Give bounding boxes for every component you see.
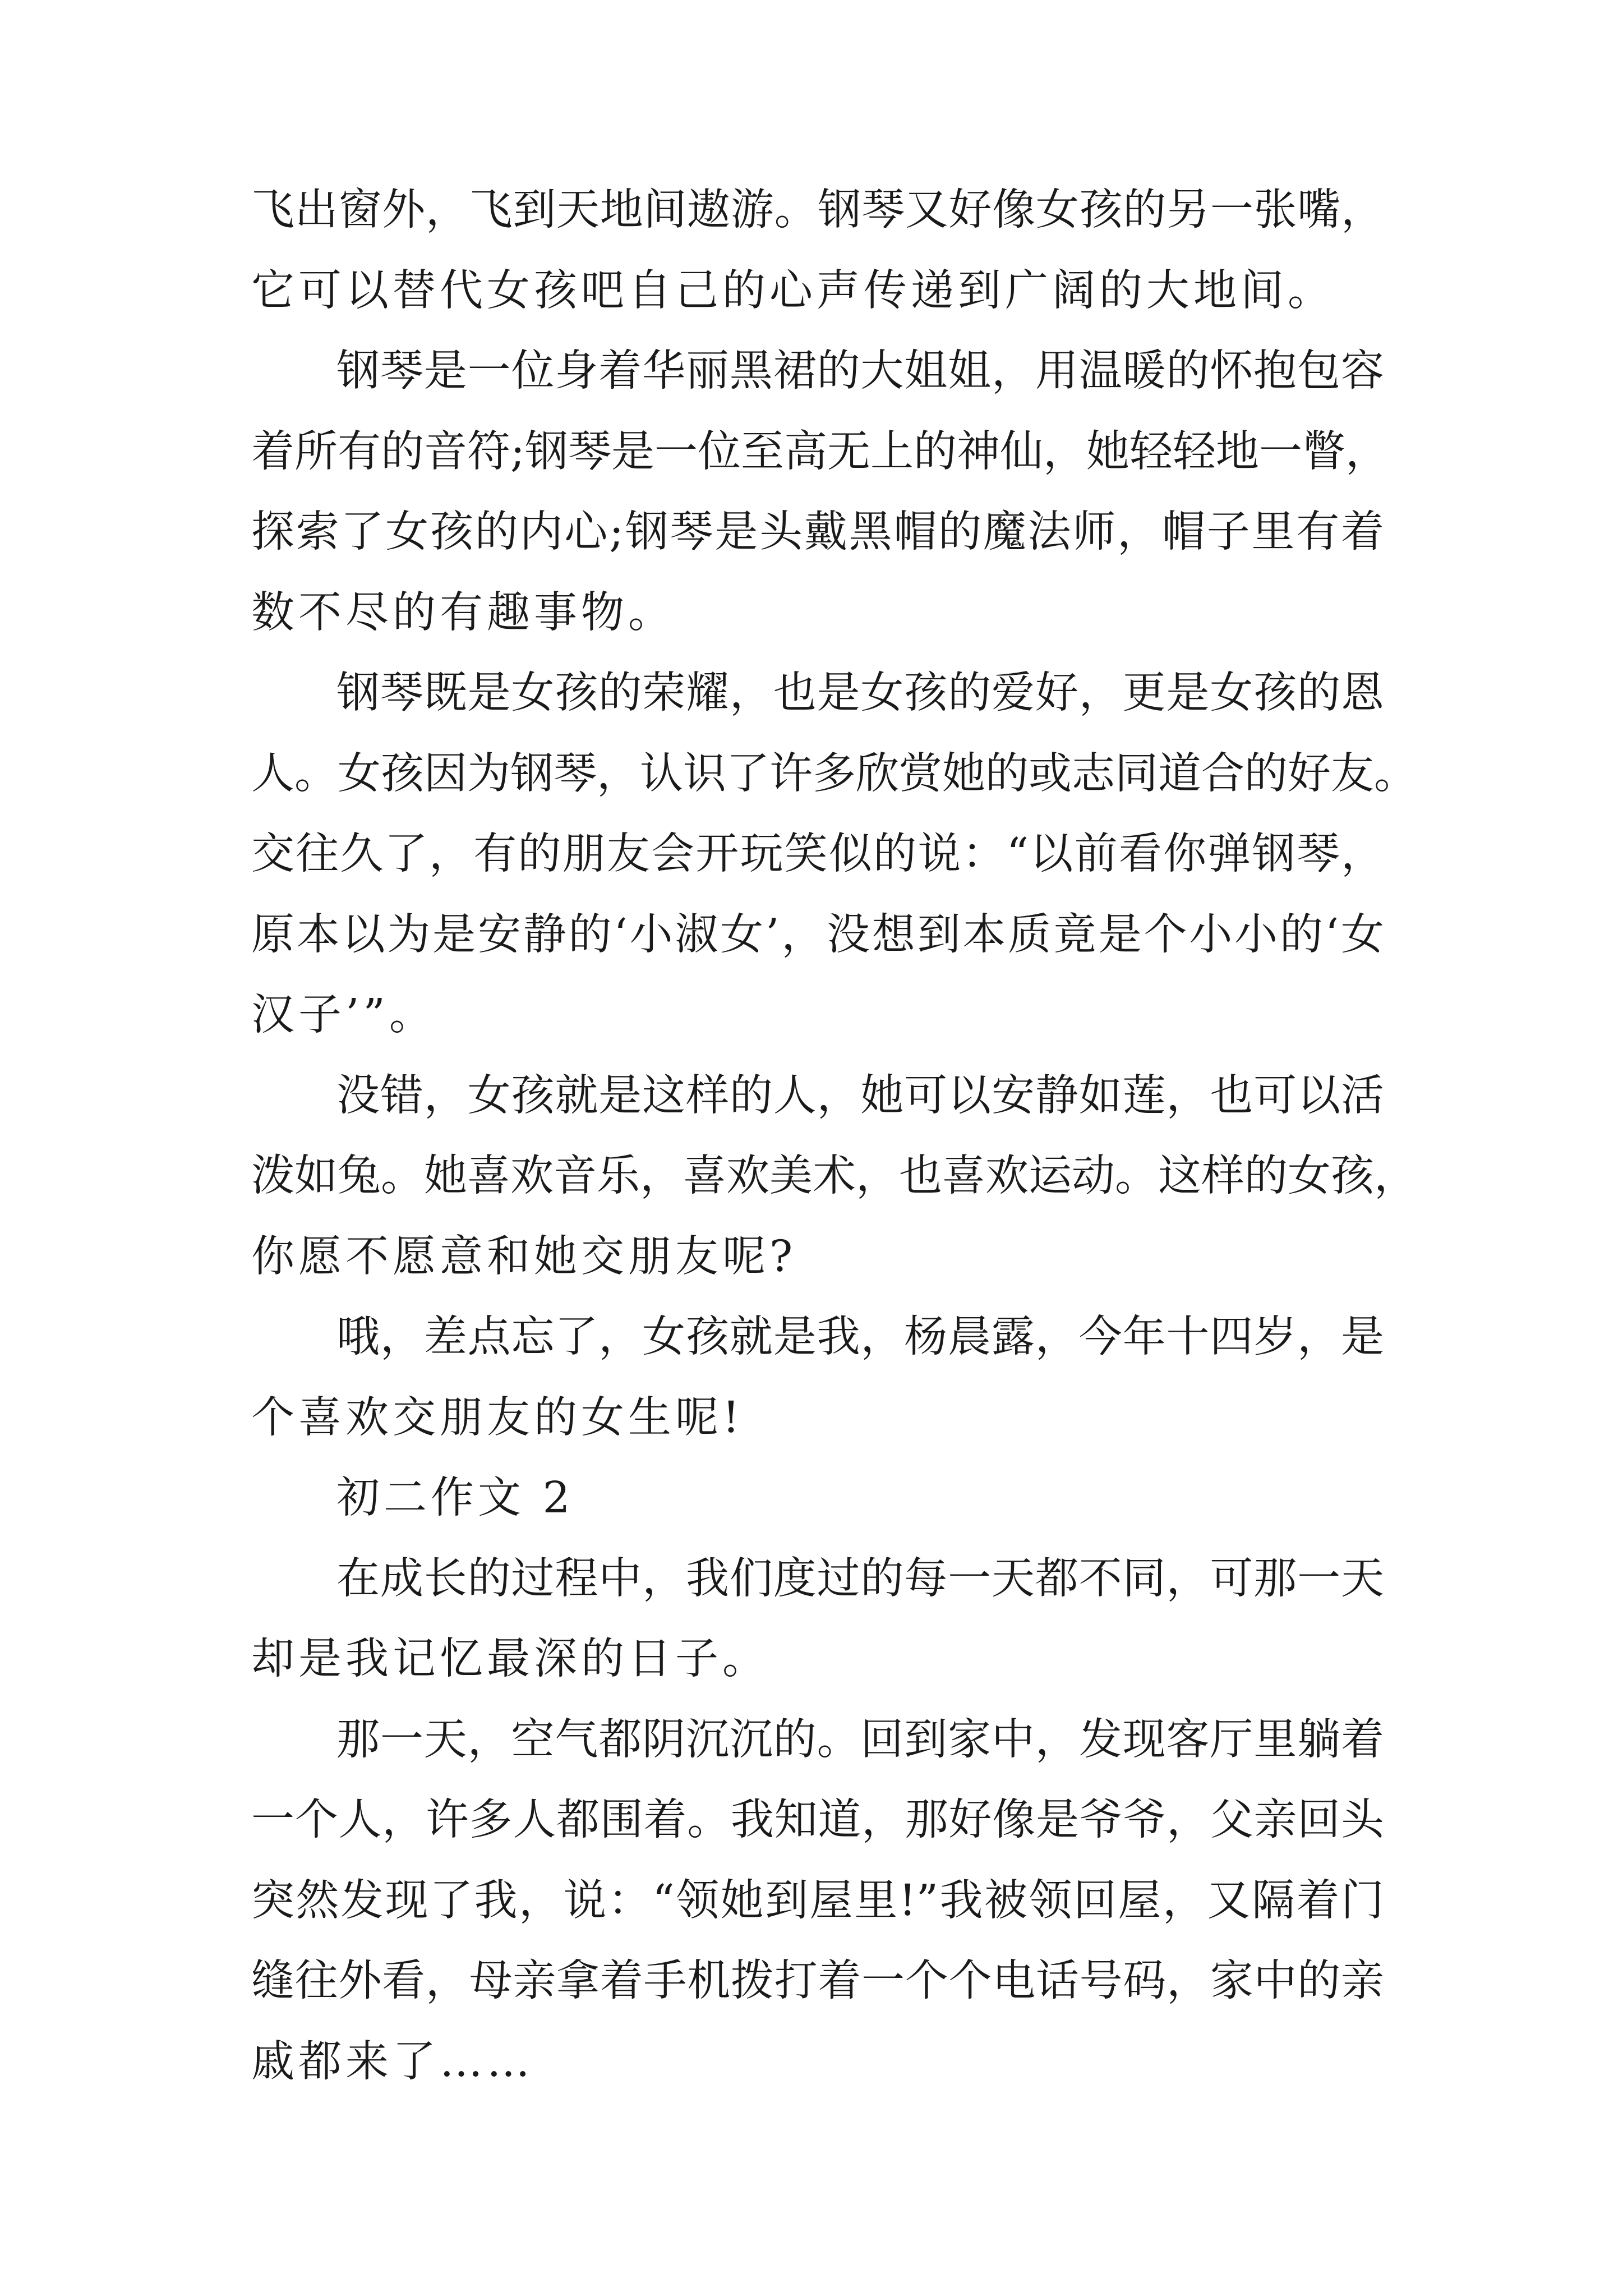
- text-line: 飞出窗外，飞到天地间遨游。钢琴又好像女孩的另一张嘴，: [251, 185, 1384, 235]
- text-line: 突然发现了我，说：“领她到屋里!”我被领回屋，又隔着门: [251, 1876, 1384, 1926]
- text-line: 却是我记忆最深的日子。: [251, 1634, 769, 1684]
- paragraph-first-line: 哦，差点忘了，女孩就是我，杨晨露，今年十四岁，是: [336, 1312, 1384, 1362]
- text-line: 探索了女孩的内心;钢琴是头戴黑帽的魔法师，帽子里有着: [251, 507, 1384, 557]
- text-line: 人。女孩因为钢琴，认识了许多欣赏她的或志同道合的好友。: [251, 749, 1417, 799]
- text-line: 戚都来了……: [251, 2037, 534, 2087]
- text-line: 它可以替代女孩吧自己的心声传递到广阔的大地间。: [251, 266, 1335, 316]
- paragraph-first-line: 钢琴是一位身着华丽黑裙的大姐姐，用温暖的怀抱包容: [336, 346, 1384, 396]
- paragraph-first-line: 那一天，空气都阴沉沉的。回到家中，发现客厅里躺着: [336, 1715, 1384, 1765]
- paragraph-first-line: 钢琴既是女孩的荣耀，也是女孩的爱好，更是女孩的恩: [336, 668, 1384, 718]
- paragraph-first-line: 在成长的过程中，我们度过的每一天都不同，可那一天: [336, 1554, 1384, 1604]
- text-line: 数不尽的有趣事物。: [251, 588, 675, 638]
- text-line: 着所有的音符;钢琴是一位至高无上的神仙，她轻轻地一瞥，: [251, 427, 1389, 477]
- text-line: 一个人，许多人都围着。我知道，那好像是爷爷，父亲回头: [251, 1795, 1384, 1845]
- paragraph-first-line: 初二作文 2: [336, 1473, 574, 1523]
- text-line: 泼如兔。她喜欢音乐，喜欢美术，也喜欢运动。这样的女孩，: [251, 1151, 1417, 1201]
- text-line: 个喜欢交朋友的女生呢!: [251, 1393, 744, 1443]
- text-line: 你愿不愿意和她交朋友呢?: [251, 1232, 797, 1282]
- text-line: 缝往外看，母亲拿着手机拨打着一个个电话号码，家中的亲: [251, 1956, 1384, 2006]
- text-line: 交往久了，有的朋友会开玩笑似的说：“以前看你弹钢琴，: [251, 829, 1384, 879]
- paragraph-first-line: 没错，女孩就是这样的人，她可以安静如莲，也可以活: [336, 1071, 1384, 1121]
- text-line: 汉子’”。: [251, 990, 436, 1040]
- text-line: 原本以为是安静的‘小淑女’，没想到本质竟是个小小的‘女: [251, 910, 1384, 960]
